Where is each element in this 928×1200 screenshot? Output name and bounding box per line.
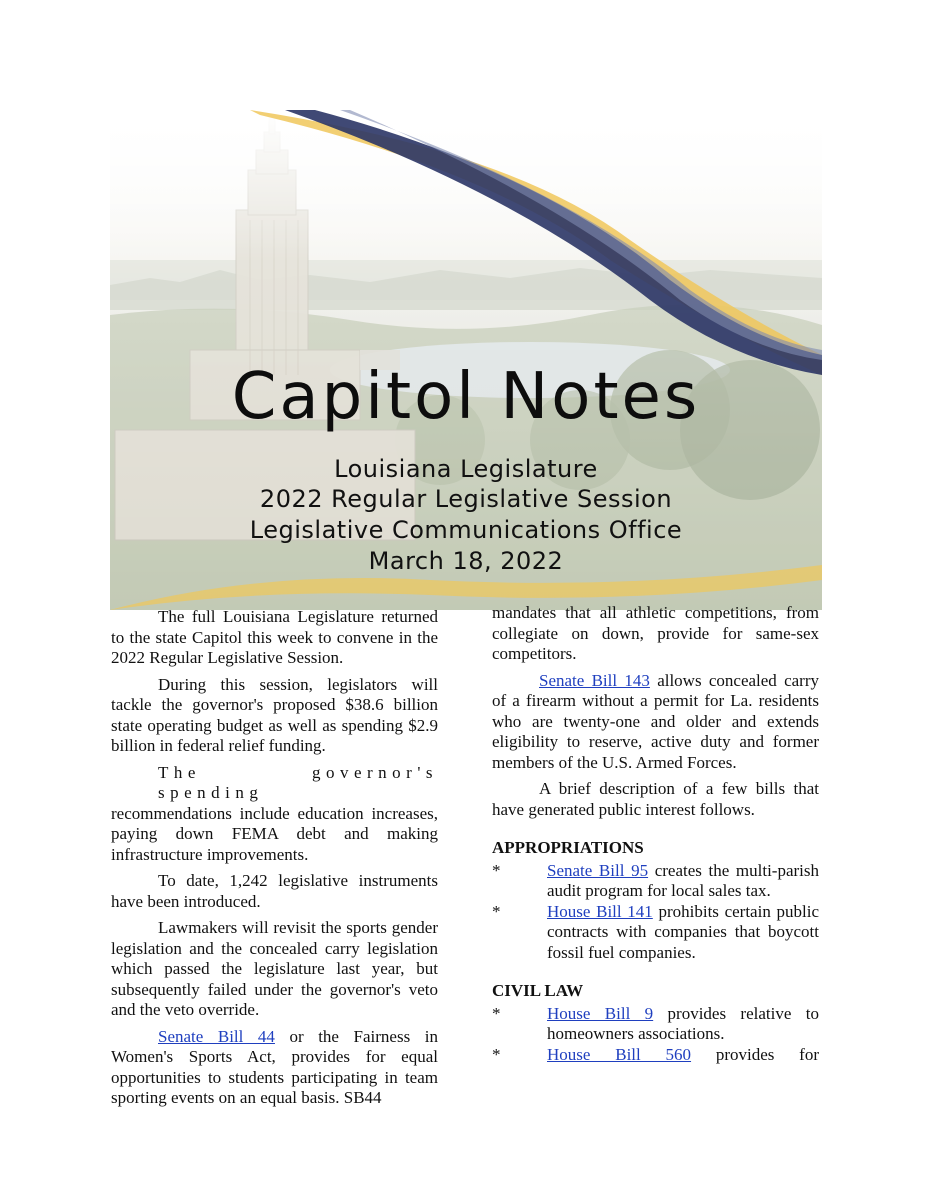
bullet-star: *: [492, 1044, 501, 1064]
recommendations-first-line: The governor's spending: [158, 762, 438, 802]
sb143-description: allows concealed carry of a firearm without a permit for La. residents who are twenty-one and older and extends eligibility to reserve, active duty and former members of the U.S. Armed Forces.: [492, 670, 820, 772]
senate-bill-44-link[interactable]: Senate Bill 44: [158, 1026, 275, 1046]
subtitle-office: Legislative Communications Office: [249, 516, 683, 544]
house-bill-9-link[interactable]: House Bill 9: [547, 1003, 654, 1023]
bill-item: [492, 1045, 819, 1066]
subtitle-session: 2022 Regular Legislative Session: [259, 485, 673, 513]
bullet-star: *: [492, 901, 501, 921]
hb560-description: provides for: [691, 1044, 820, 1064]
paragraph-lawmakers: Lawmakers will revisit the sports gender legislation and the concealed carry legislation which passed the legislature last year, but subsequently failed under the governor's veto and the veto override.: [111, 918, 438, 1019]
paragraph-instruments: To date, 1,242 legislative instruments have been introduced.: [111, 871, 438, 911]
paragraph-sb44: [111, 1027, 438, 1109]
section-heading-civil-law: CIVIL LAW: [492, 981, 584, 1000]
house-bill-141-link[interactable]: House Bill 141: [547, 901, 653, 921]
bullet-star: *: [492, 1003, 501, 1023]
bill-item: [492, 861, 819, 902]
sb95-description: creates the multi-parish audit program for local sales tax.: [547, 860, 819, 900]
sb44-description: or the Fairness in Women's Sports Act, provides for equal opportunities to students participating in team sporting events on an equal basis. SB44: [111, 1026, 438, 1107]
newsletter-title: Capitol Notes: [231, 360, 701, 434]
paragraph-sb143: [492, 671, 819, 774]
section-heading-appropriations: APPROPRIATIONS: [492, 838, 644, 857]
hb9-description: provides relative to homeowners associations.: [547, 1003, 819, 1043]
house-bill-560-link[interactable]: House Bill 560: [547, 1044, 692, 1064]
left-column: [111, 607, 438, 1115]
bill-item: [492, 902, 819, 964]
paragraph-budget: During this session, legislators will tackle the governor's proposed $38.6 billion state operating budget as well as spending $2.9 billion in federal relief funding.: [111, 674, 438, 755]
recommendations-rest: recommendations include education increases, paying down FEMA debt and making infrastructure improvements.: [111, 803, 438, 864]
hb141-description: prohibits certain public contracts with companies that boycott fossil fuel companies.: [547, 901, 819, 962]
subtitle-legislature: Louisiana Legislature: [334, 455, 598, 483]
bill-item: [492, 1004, 819, 1045]
right-column: [492, 603, 819, 1065]
paragraph-intro: The full Louisiana Legislature returned to the state Capitol this week to convene in the 2022 Regular Legislative Session.: [111, 607, 438, 667]
subtitle-date: March 18, 2022: [368, 547, 564, 575]
paragraph-recommendations: [111, 763, 438, 866]
paragraph-sb44-continued: mandates that all athletic competitions, from collegiate on down, provide for same-sex competitors.: [492, 603, 819, 663]
bullet-star: *: [492, 860, 501, 880]
paragraph-brief-description: A brief description of a few bills that have generated public interest follows.: [492, 779, 819, 819]
senate-bill-95-link[interactable]: Senate Bill 95: [547, 860, 649, 880]
senate-bill-143-link[interactable]: Senate Bill 143: [539, 670, 650, 690]
